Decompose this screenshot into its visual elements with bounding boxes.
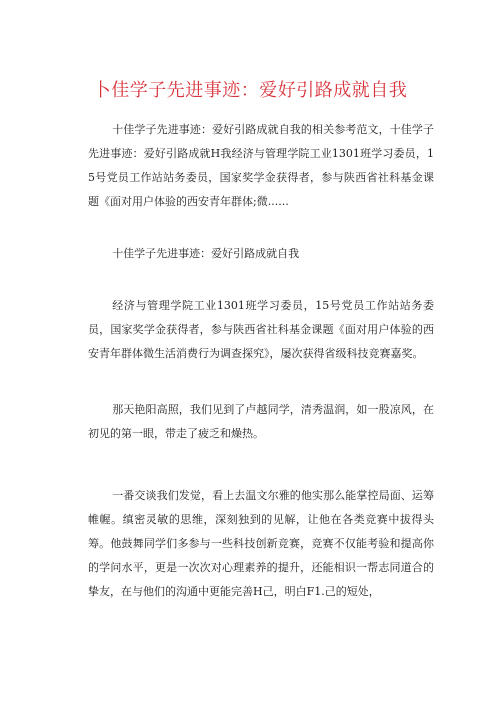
paragraph-subtitle: 十佳学子先进事迹：爱好引路成就自我 [112,247,300,260]
paragraph-profile: 经济与管理学院工业1301班学习委员，15号党员工作站站务委员，国家奖学金获得者，参与陕西省社科基金课题《面对用户体验的西安青年群体微生活消费行为调查探究》，屡次获得省级科技竞赛嘉奖。 [88,299,434,360]
paragraph-first-meeting: 那天艳阳高照，我们见到了卢越同学，清秀温润，如一股凉风，在初见的第一眼，带走了疲乏和燥热。 [88,403,434,440]
document-title: 卜佳学子先进事迹：爱好引路成就自我 [92,80,408,101]
paragraph-conversation: 一番交谈我们发觉，看上去温文尔雅的他实那么能掌控局面、运筹帷幄。缜密灵敏的思维，深刻独到的见解，让他在各类竞赛中拔得头筹。他鼓舞同学们多参与一些科技创新竞赛，竞赛不仅能考验和提高你的学问水平，更是一次次对心理素养的提升，还能相识一帮志同道合的挚友，在与他们的沟通中更能完善H己，明白F1.己的短处， [88,489,434,598]
paragraph-summary: 十佳学子先进事迹：爱好引路成就自我的相关参考范文，十佳学子先进事迹：爱好引路成就H我经济与管理学院工业1301班学习委员，15号党员工作站站务委员，国家奖学金获得者，参与陕西省社科基金课题《面对用户体验的西安青年群体;微...... [88,123,434,208]
